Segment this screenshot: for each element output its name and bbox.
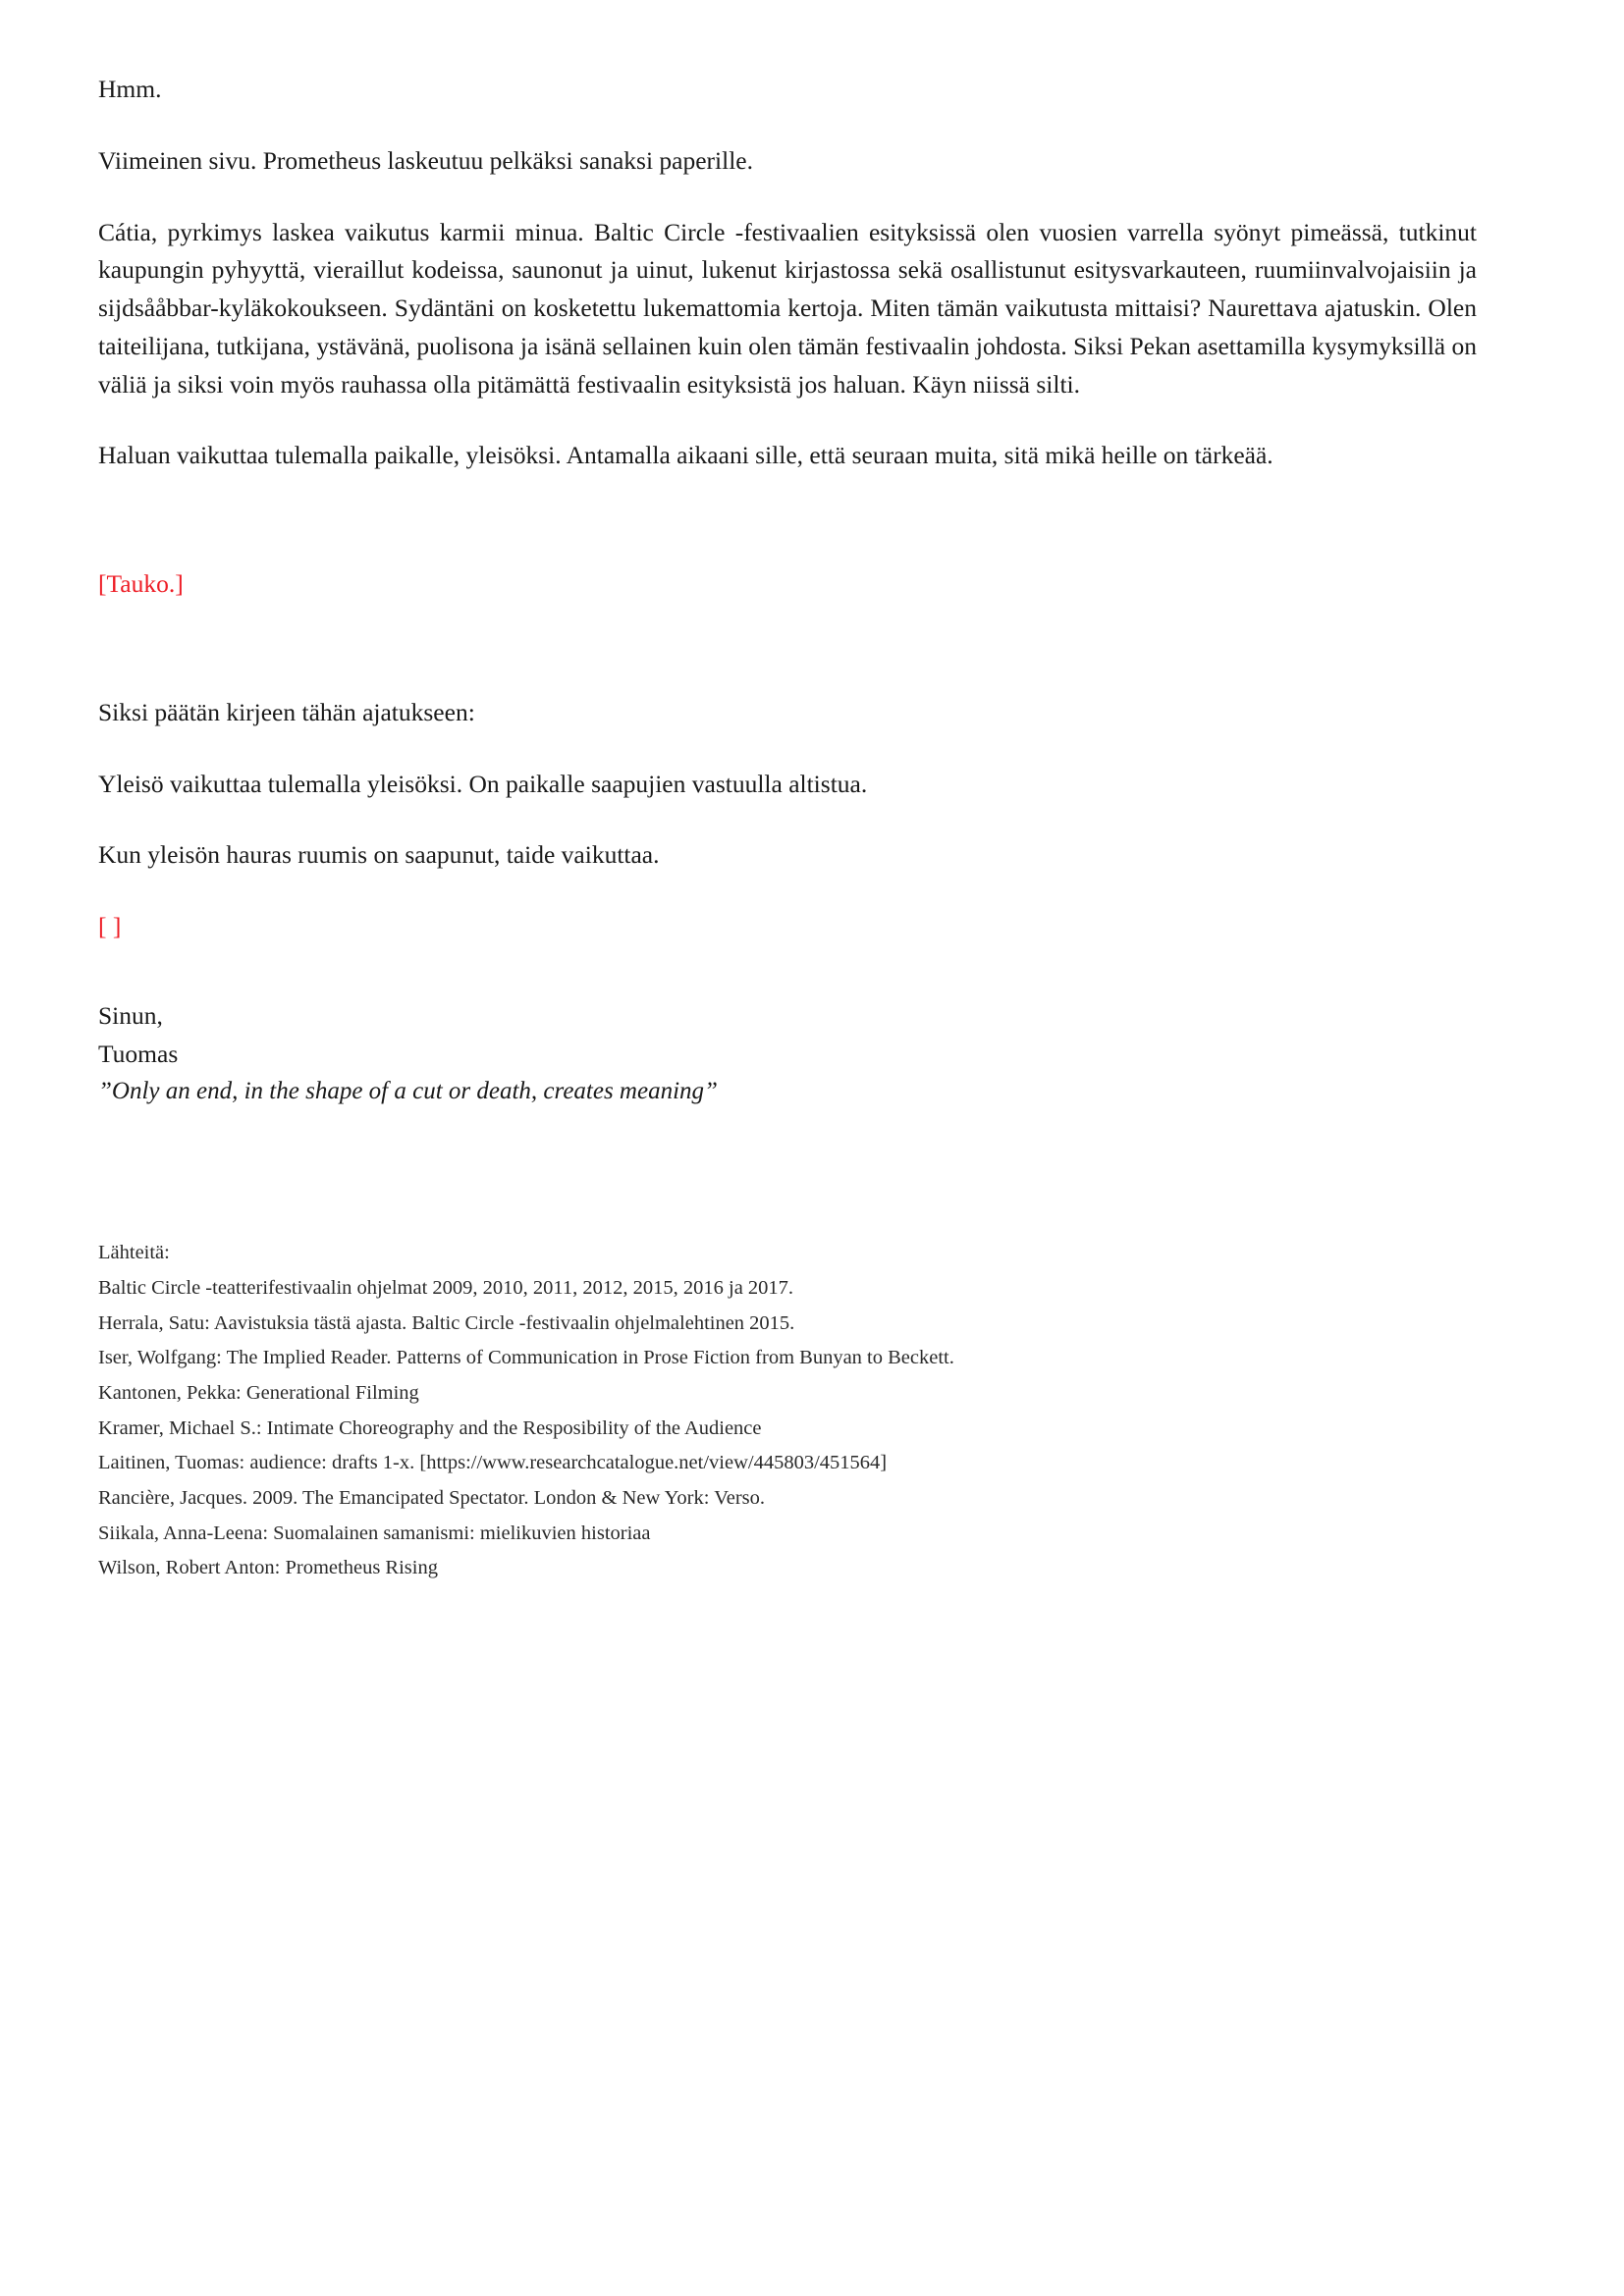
paragraph-1: Hmm. <box>98 75 162 103</box>
reference-item: Baltic Circle -teatterifestivaalin ohjelmat 2009, 2010, 2011, 2012, 2015, 2016 ja 2017. <box>98 1276 794 1299</box>
reference-item: Laitinen, Tuomas: audience: drafts 1-x. [https://www.researchcatalogue.net/view/445803/451564] <box>98 1452 888 1474</box>
signature-line-1: Sinun, <box>98 1000 163 1030</box>
empty-bracket-marker: [ ] <box>98 912 122 940</box>
closing-paragraph-3: Kun yleisön hauras ruumis on saapunut, taide vaikuttaa. <box>98 840 660 870</box>
references-section <box>98 1236 1477 1586</box>
paragraph-4: Haluan vaikuttaa tulemalla paikalle, yleisöksi. Antamalla aikaani sille, että seuraan muita, sitä mikä heille on tärkeää. <box>98 441 1273 470</box>
reference-item: Siikala, Anna-Leena: Suomalainen samanismi: mielikuvien historiaa <box>98 1522 651 1544</box>
signature-quote: ”Only an end, in the shape of a cut or death, creates meaning” <box>98 1078 718 1105</box>
pause-marker: [Tauko.] <box>98 569 184 598</box>
reference-item: Iser, Wolfgang: The Implied Reader. Patterns of Communication in Prose Fiction from Bunyan to Beckett. <box>98 1347 954 1369</box>
closing-paragraph-2: Yleisö vaikuttaa tulemalla yleisöksi. On paikalle saapujien vastuulla altistua. <box>98 769 868 798</box>
spacer-after-pause <box>98 637 1477 694</box>
spacer-before-pause <box>98 508 1477 565</box>
reference-item: Wilson, Robert Anton: Prometheus Rising <box>98 1557 438 1579</box>
signature-block <box>98 997 1477 1111</box>
signature-line-2: Tuomas <box>98 1039 179 1068</box>
paragraph-2: Viimeinen sivu. Prometheus laskeutuu pelkäksi sanaksi paperille. <box>98 145 753 175</box>
spacer-before-signature <box>98 980 1477 997</box>
reference-item: Rancière, Jacques. 2009. The Emancipated Spectator. London & New York: Verso. <box>98 1486 766 1509</box>
reference-item: Kantonen, Pekka: Generational Filming <box>98 1381 419 1404</box>
reference-item: Herrala, Satu: Aavistuksia tästä ajasta. Baltic Circle -festivaalin ohjelmalehtinen 2015. <box>98 1311 795 1334</box>
reference-item: Kramer, Michael S.: Intimate Choreography and the Resposibility of the Audience <box>98 1416 762 1439</box>
paragraph-3: Cátia, pyrkimys laskea vaikutus karmii minua. Baltic Circle -festivaalien esityksissä olen vuosien varrella syönyt pimeässä, tutkinut kaupungin pyhyyttä, vieraillut kodeissa, saunonut ja uinut, lukenut kirjastossa sekä osallistunut esitysvarkauteen, ruumiinvalvojaisiin ja sijdsååbbar-kyläkokoukseen. Sydäntäni on kosketettu lukemattomia kertoja. Miten tämän vaikutusta mittaisi? Naurettava ajatuskin. Olen taiteilijana, tutkijana, ystävänä, puolisona ja isänä sellainen kuin olen tämän festivaalin johdosta. Siksi Pekan asettamilla kysymyksillä on väliä ja siksi voin myös rauhassa olla pitämättä festivaalin esityksistä jos haluan. Käyn niissä silti. <box>98 217 1477 399</box>
closing-paragraph-1: Siksi päätän kirjeen tähän ajatukseen: <box>98 697 475 726</box>
references-heading: Lähteitä: <box>98 1242 170 1264</box>
